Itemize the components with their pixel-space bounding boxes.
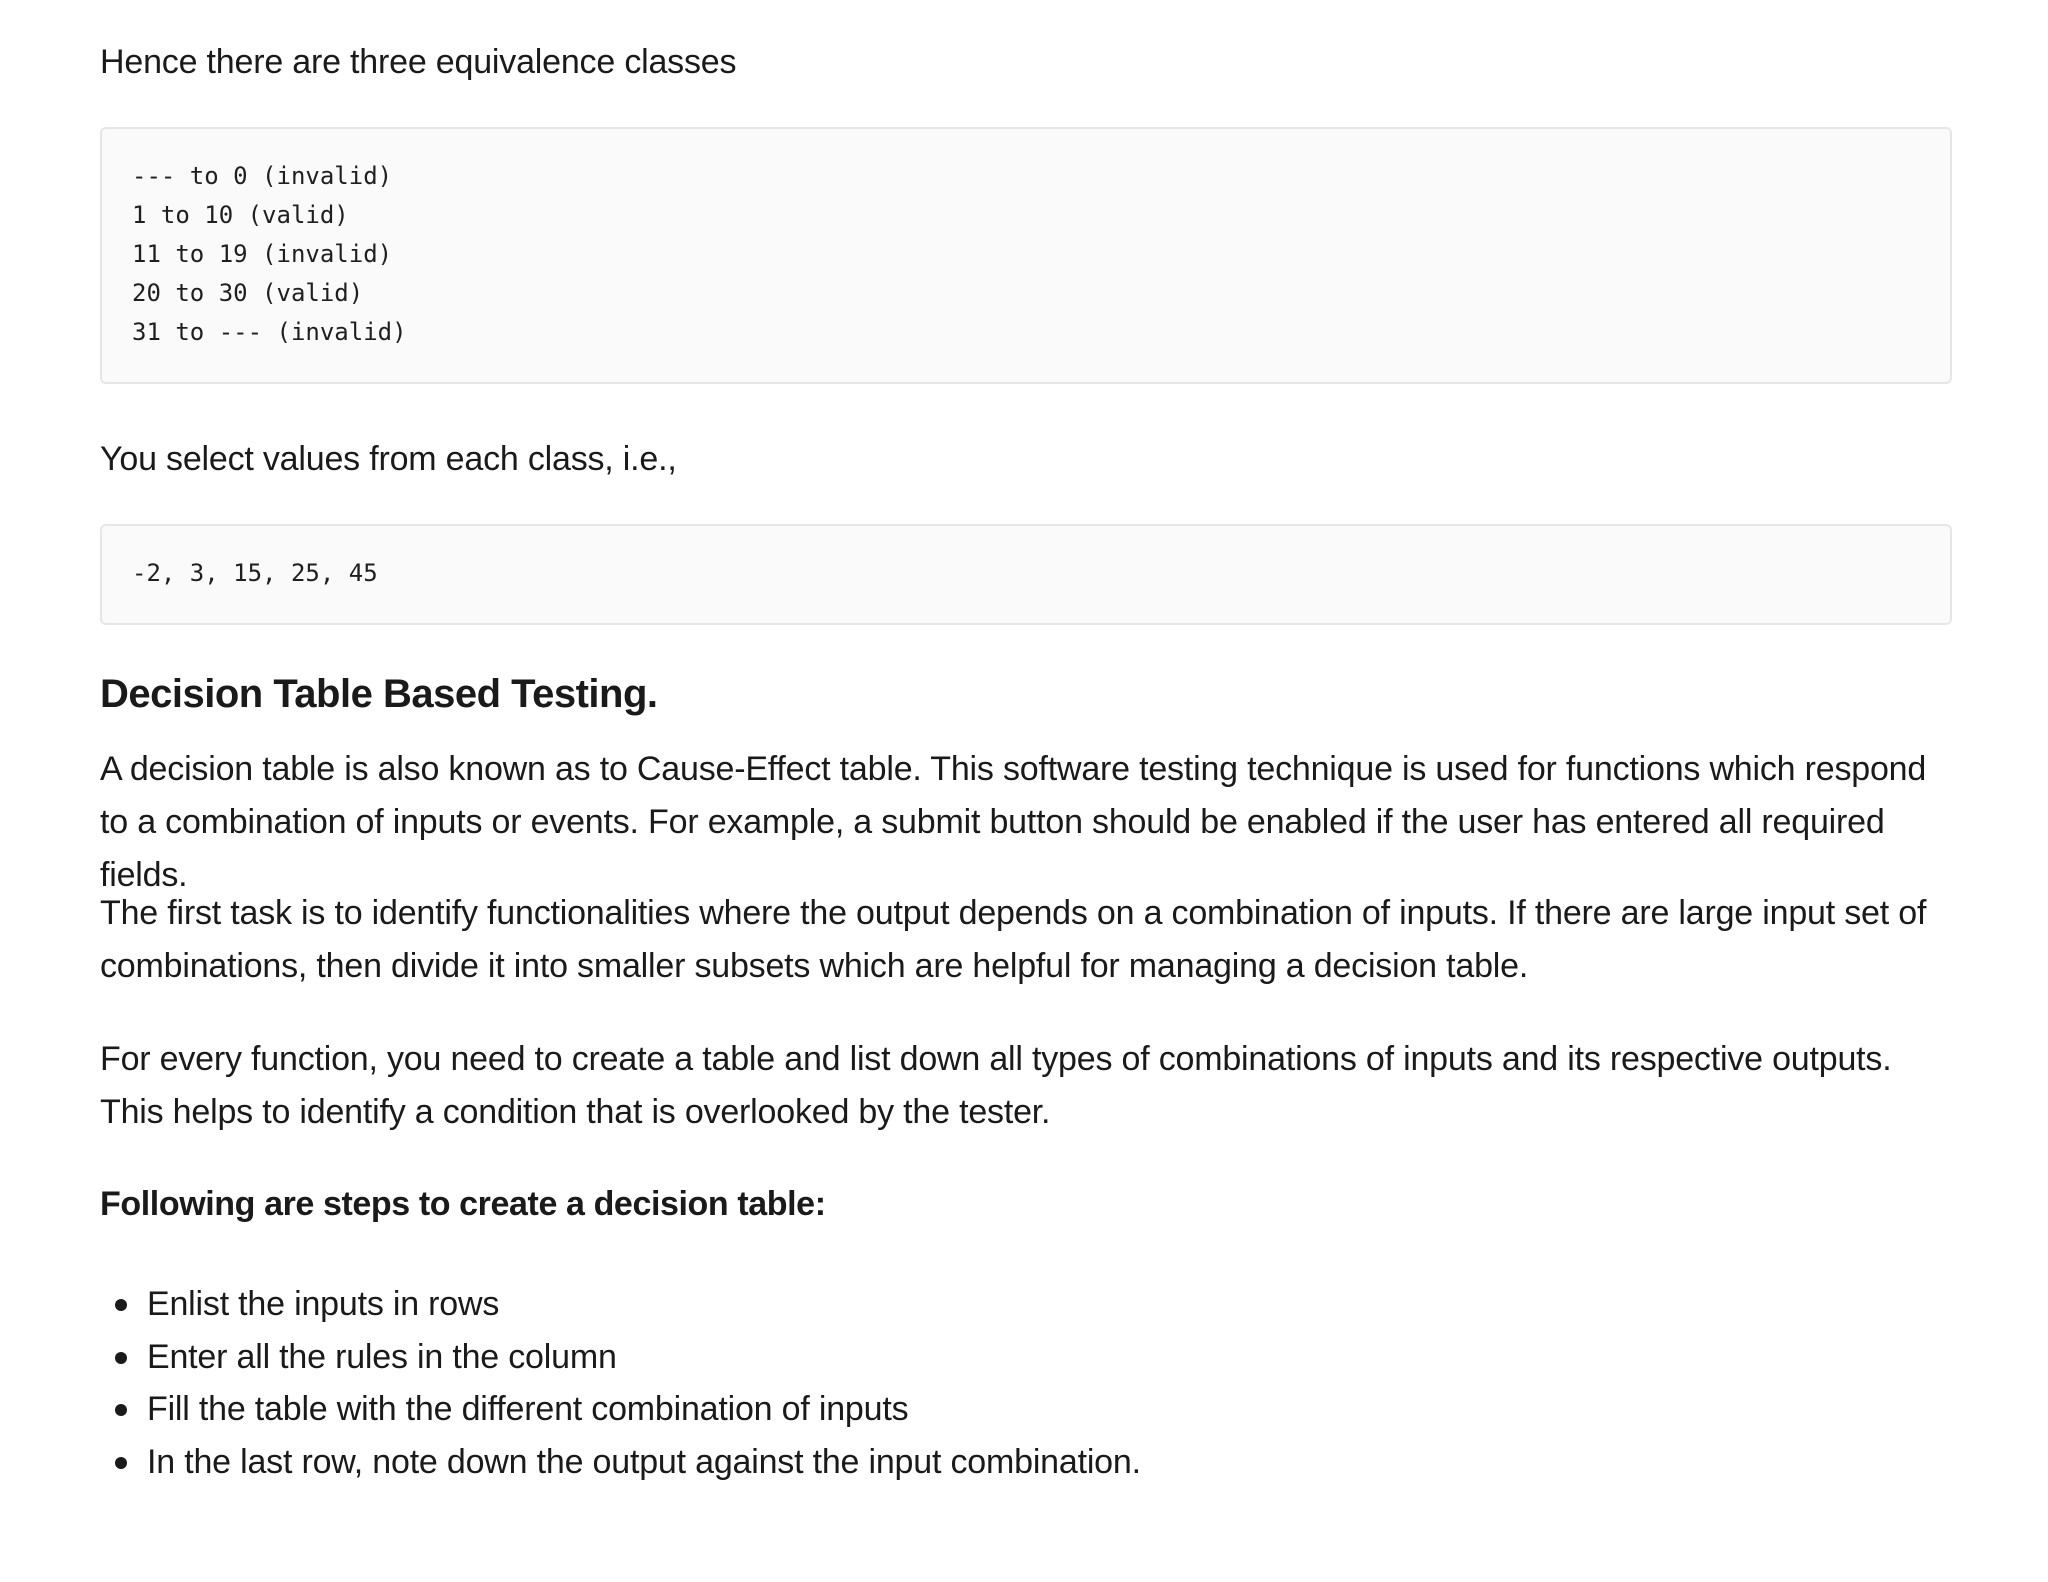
section-heading: Decision Table Based Testing. bbox=[100, 672, 658, 716]
bullet-icon bbox=[115, 1457, 127, 1469]
code-line: 31 to --- (invalid) bbox=[132, 318, 407, 346]
steps-list bbox=[100, 1278, 1141, 1488]
definition-paragraph: A decision table is also known as to Cause-Effect table. This software testing technique is used for functions which respond to a combination of inputs or events. For example, a submit button should be enabled if the user has entered all required fields. bbox=[100, 750, 1927, 894]
list-item bbox=[147, 1278, 1141, 1331]
steps-heading: Following are steps to create a decision table: bbox=[100, 1185, 826, 1223]
intro-paragraph: Hence there are three equivalence classes bbox=[100, 43, 737, 81]
list-item-text: Enter all the rules in the column bbox=[147, 1337, 617, 1376]
every-function-paragraph: For every function, you need to create a table and list down all types of combinations of inputs and its respective outputs. This helps to identify a condition that is overlooked by the tester. bbox=[100, 1040, 1892, 1131]
code-line: 20 to 30 (valid) bbox=[132, 279, 364, 307]
list-item bbox=[147, 1331, 1141, 1384]
list-item-text: Fill the table with the different combination of inputs bbox=[147, 1390, 909, 1428]
bullet-icon bbox=[115, 1299, 127, 1311]
first-task-paragraph: The first task is to identify functionalities where the output depends on a combination of inputs. If there are large input set of combinations, then divide it into smaller subsets which are helpful for managing a decision table. bbox=[100, 894, 1927, 985]
list-item bbox=[147, 1383, 1141, 1436]
list-item bbox=[147, 1436, 1141, 1489]
code-line: 1 to 10 (valid) bbox=[132, 201, 349, 229]
equivalence-classes-code-block bbox=[100, 127, 1952, 384]
list-item-text: In the last row, note down the output against the input combination. bbox=[147, 1442, 1141, 1481]
selected-values-code-block bbox=[100, 524, 1952, 625]
bullet-icon bbox=[115, 1352, 127, 1364]
code-line: -2, 3, 15, 25, 45 bbox=[132, 559, 378, 587]
code-line: --- to 0 (invalid) bbox=[132, 162, 393, 190]
list-item-text: Enlist the inputs in rows bbox=[147, 1285, 500, 1323]
bullet-icon bbox=[115, 1404, 127, 1416]
select-values-paragraph: You select values from each class, i.e., bbox=[100, 440, 677, 478]
code-line: 11 to 19 (invalid) bbox=[132, 240, 393, 268]
